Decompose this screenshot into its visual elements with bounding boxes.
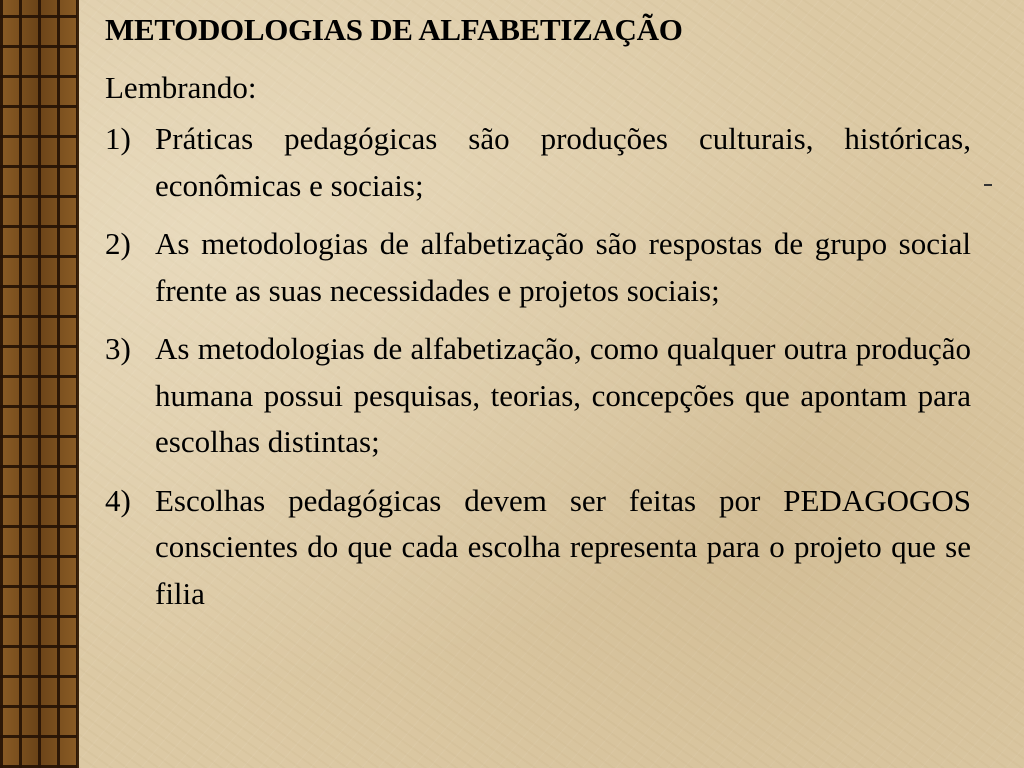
- decorative-left-border: [0, 0, 79, 768]
- item-text: Escolhas pedagógicas devem ser feitas por PEDAGOGOS conscientes do que cada escolha representa para o projeto que se filia: [155, 482, 971, 611]
- slide-content: [105, 8, 971, 629]
- slide-title: METODOLOGIAS DE ALFABETIZAÇÃO: [105, 12, 683, 47]
- list-item-1: [105, 116, 971, 209]
- item-number: 1): [105, 121, 131, 156]
- intro-text: Lembrando:: [105, 70, 257, 105]
- item-text: Práticas pedagógicas são produções culturais, históricas, econômicas e sociais;: [155, 121, 971, 203]
- item-text: As metodologias de alfabetização são respostas de grupo social frente as suas necessidades e projetos sociais;: [155, 226, 971, 308]
- item-number: 2): [105, 226, 131, 261]
- list-item-4: [105, 478, 971, 618]
- numbered-list: [105, 116, 971, 617]
- item-number: 3): [105, 331, 131, 366]
- list-item-3: [105, 326, 971, 466]
- list-item-2: [105, 221, 971, 314]
- item-number: 4): [105, 482, 131, 518]
- decorative-dash: [984, 184, 992, 186]
- item-text: As metodologias de alfabetização, como qualquer outra produção humana possui pesquisas, teorias, concepções que apontam para escolhas distintas;: [155, 331, 971, 459]
